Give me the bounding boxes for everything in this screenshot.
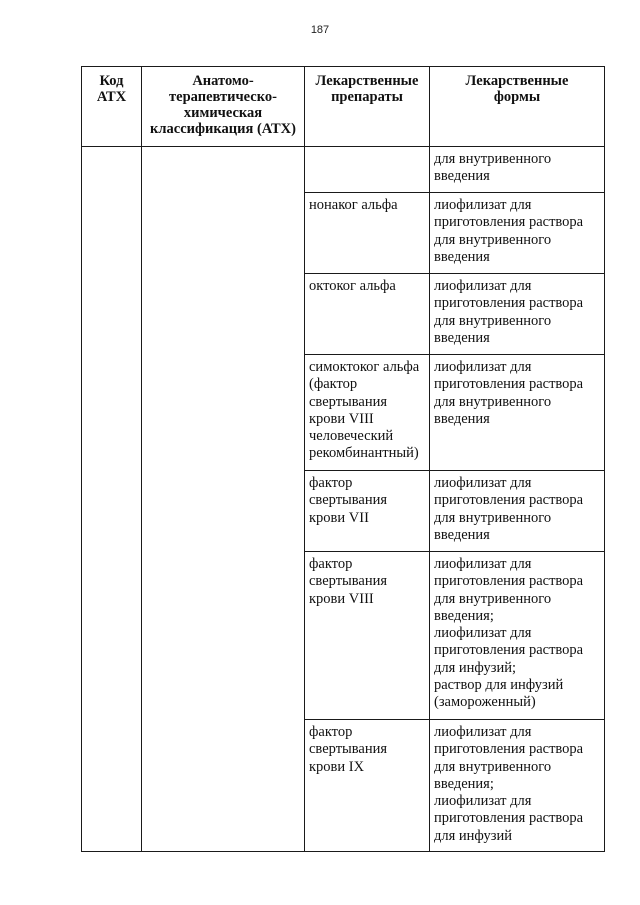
drug-cell: октоког альфа [305,274,430,355]
drug-cell [305,147,430,193]
header-code: Код АТХ [82,67,142,147]
page-number: 187 [310,24,330,36]
form-cell: лиофилизат для приготовления раствора для внутривенного введения [430,274,605,355]
table-row [82,147,605,193]
drug-cell: фактор свертывания крови VII [305,471,430,552]
classification-cell [142,147,305,852]
form-cell: лиофилизат для приготовления раствора для внутривенного введения [430,193,605,274]
form-cell: лиофилизат для приготовления раствора для внутривенного введения; лиофилизат для приготовления раствора для инфузий; раствор для инфузий (замороженный) [430,552,605,720]
drug-cell: фактор свертывания крови VIII [305,552,430,720]
drug-cell: симоктоког альфа (фактор свертывания крови VIII человеческий рекомбинантный) [305,355,430,471]
drug-cell: фактор свертывания крови IX [305,720,430,852]
atx-table [81,66,605,852]
header-forms: Лекарственные формы [430,67,605,147]
drug-cell: нонаког альфа [305,193,430,274]
form-cell: лиофилизат для приготовления раствора для внутривенного введения [430,471,605,552]
form-cell: лиофилизат для приготовления раствора для внутривенного введения [430,355,605,471]
table-header [82,67,605,147]
header-drugs: Лекарственные препараты [305,67,430,147]
header-classification: Анатомо- терапевтическо- химическая классификация (АТХ) [142,67,305,147]
code-cell [82,147,142,852]
form-cell: лиофилизат для приготовления раствора для внутривенного введения; лиофилизат для приготовления раствора для инфузий [430,720,605,852]
form-cell: для внутривенного введения [430,147,605,193]
